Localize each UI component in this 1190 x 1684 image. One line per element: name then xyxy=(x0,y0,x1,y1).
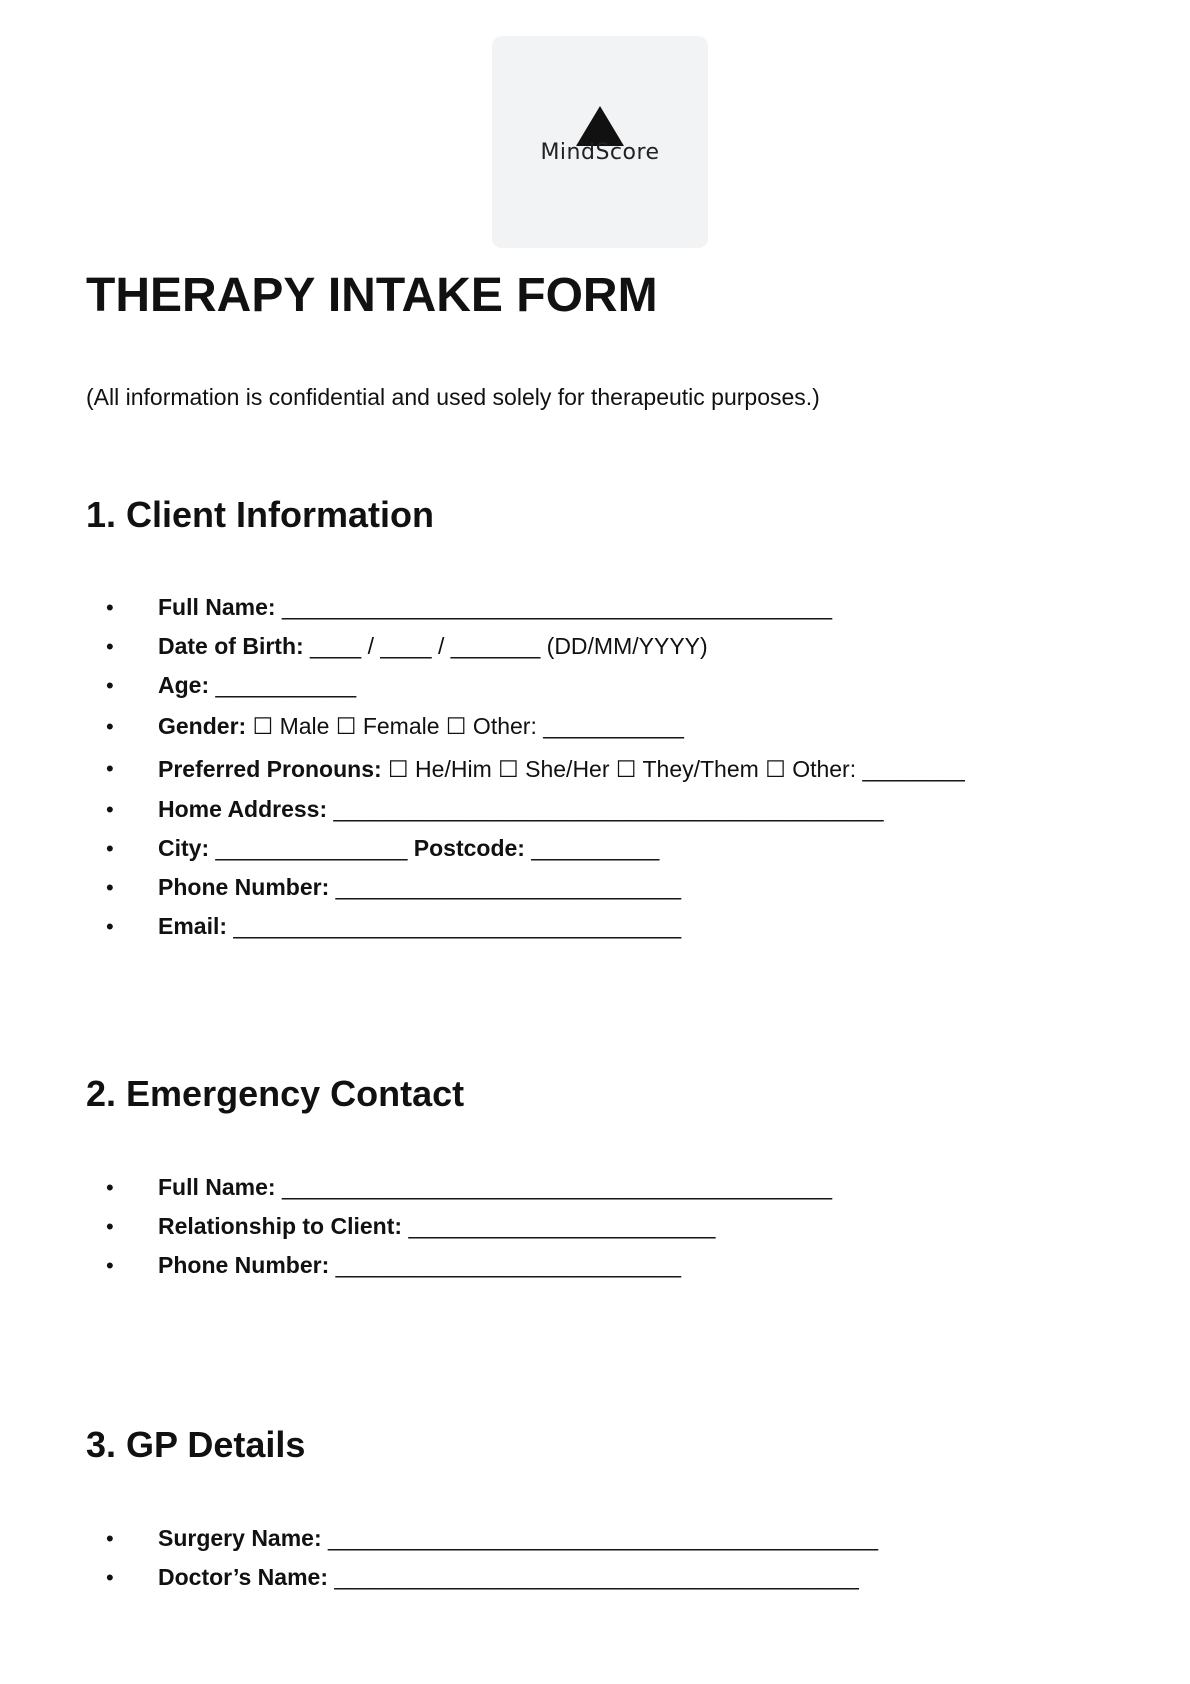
emergency-phone-blank[interactable]: ___________________________ xyxy=(329,1252,681,1278)
section-heading-gp-details: 3. GP Details xyxy=(86,1424,306,1465)
field-label: Relationship to Client: xyxy=(158,1213,403,1239)
bullet-icon: • xyxy=(106,714,114,739)
bullet-icon: • xyxy=(106,1253,114,1278)
gender-options[interactable]: ☐ Male ☐ Female ☐ Other: ___________ xyxy=(246,713,684,739)
bullet-icon: • xyxy=(106,673,114,698)
emergency-full-name-blank[interactable]: ___________________________________________ xyxy=(275,1174,833,1200)
field-label: Postcode: xyxy=(413,835,525,861)
bullet-icon: • xyxy=(106,1526,114,1551)
phone-number-blank[interactable]: ___________________________ xyxy=(329,874,681,900)
pronoun-options[interactable]: ☐ He/Him ☐ She/Her ☐ They/Them ☐ Other: ________ xyxy=(381,756,965,782)
full-name-blank[interactable]: ___________________________________________ xyxy=(275,594,833,620)
home-address-blank[interactable]: ___________________________________________ xyxy=(327,796,884,822)
field-label: City: xyxy=(158,835,210,861)
bullet-icon: • xyxy=(106,1175,114,1200)
bullet-icon: • xyxy=(106,875,114,900)
section-heading-client-information: 1. Client Information xyxy=(86,494,435,535)
field-label: Phone Number: xyxy=(158,874,330,900)
bullet-icon: • xyxy=(106,836,114,861)
field-label: Email: xyxy=(158,913,228,939)
field-label: Preferred Pronouns: xyxy=(158,756,382,782)
postcode-blank[interactable]: __________ xyxy=(524,835,660,861)
bullet-icon: • xyxy=(106,1214,114,1239)
bullet-icon: • xyxy=(106,756,114,781)
relationship-blank[interactable]: ________________________ xyxy=(402,1213,716,1239)
field-label: Age: xyxy=(158,672,210,698)
surgery-name-blank[interactable]: ___________________________________________ xyxy=(321,1525,879,1551)
logo-text: MindScore xyxy=(540,140,660,165)
field-label: Surgery Name: xyxy=(158,1525,322,1551)
email-blank[interactable]: ___________________________________ xyxy=(227,913,682,939)
field-label: Doctor’s Name: xyxy=(158,1564,328,1590)
doctors-name-blank[interactable]: _________________________________________ xyxy=(327,1564,859,1590)
city-blank[interactable]: _______________ xyxy=(209,835,414,861)
field-label: Date of Birth: xyxy=(158,633,304,659)
field-label: Full Name: xyxy=(158,594,276,620)
section-heading-emergency-contact: 2. Emergency Contact xyxy=(86,1073,465,1114)
field-label: Full Name: xyxy=(158,1174,276,1200)
age-blank[interactable]: ___________ xyxy=(209,672,357,698)
logo xyxy=(492,36,708,248)
field-label: Home Address: xyxy=(158,796,328,822)
page-title: THERAPY INTAKE FORM xyxy=(86,269,658,322)
date-of-birth-blank[interactable]: ____ / ____ / _______ (DD/MM/YYYY) xyxy=(303,633,708,659)
bullet-icon: • xyxy=(106,634,114,659)
bullet-icon: • xyxy=(106,914,114,939)
field-label: Gender: xyxy=(158,713,247,739)
confidentiality-note: (All information is confidential and used solely for therapeutic purposes.) xyxy=(86,384,820,410)
bullet-icon: • xyxy=(106,797,114,822)
field-label: Phone Number: xyxy=(158,1252,330,1278)
bullet-icon: • xyxy=(106,595,114,620)
bullet-icon: • xyxy=(106,1565,114,1590)
